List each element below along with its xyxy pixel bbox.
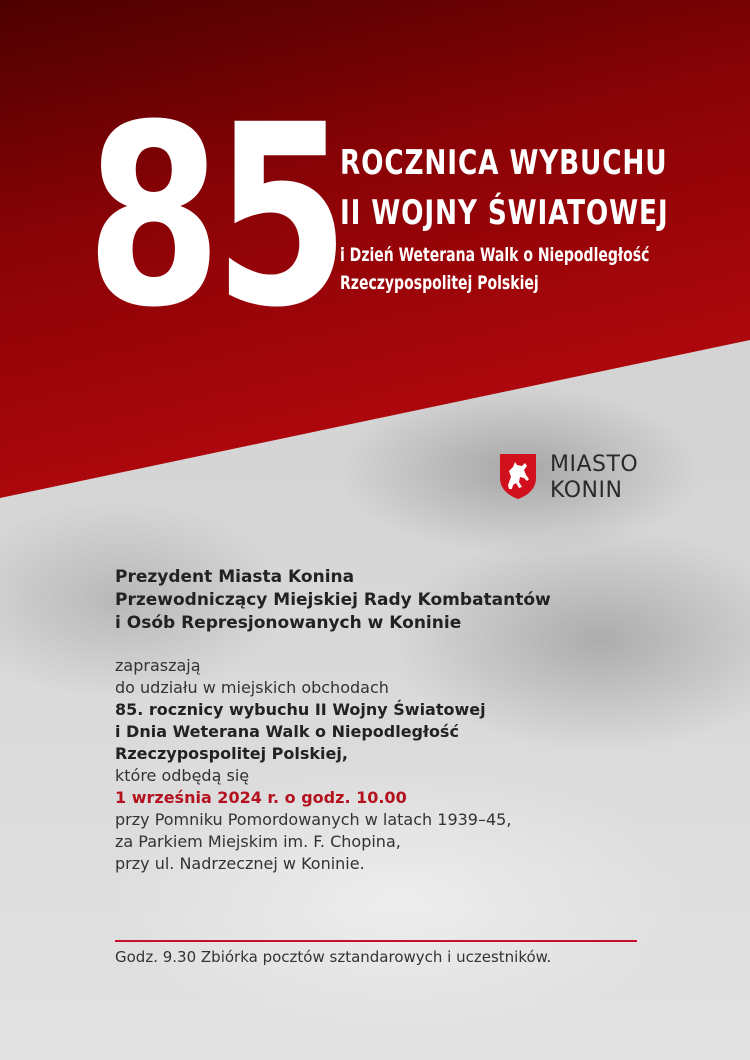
event-name-line: i Dnia Weterana Walk o Niepodległość — [115, 722, 459, 741]
event-name-line: Rzeczypospolitej Polskiej, — [115, 744, 348, 763]
subtitle-line-2: Rzeczypospolitej Polskiej — [340, 272, 539, 294]
connector-text: które odbędą się — [115, 766, 250, 785]
header — [0, 0, 750, 362]
organizer-line: Prezydent Miasta Konina — [115, 567, 355, 587]
divider — [115, 940, 637, 942]
location-line: za Parkiem Miejskim im. F. Chopina, — [115, 832, 401, 851]
invitation-lead-line: do udziału w miejskich obchodach — [115, 678, 389, 697]
organizer-line: i Osób Represjonowanych w Koninie — [115, 613, 462, 633]
organizer-line: Przewodniczący Miejskiej Rady Kombatantów — [115, 590, 551, 610]
city-logo — [498, 452, 648, 508]
invitation-lead-line: zapraszają — [115, 656, 201, 675]
title-line-2: II WOJNY ŚWIATOWEJ — [340, 193, 669, 233]
invitation-body — [115, 566, 675, 875]
location-line: przy Pomniku Pomordowanych w latach 1939–45, — [115, 810, 512, 829]
logo-text-line-1: MIASTO — [550, 452, 639, 477]
gathering-note: Godz. 9.30 Zbiórka pocztów sztandarowych i uczestników. — [115, 948, 552, 966]
horse-shield-icon — [498, 452, 538, 500]
title-line-1: ROCZNICA WYBUCHU — [340, 143, 668, 183]
event-name-line: 85. rocznicy wybuchu II Wojny Światowej — [115, 700, 486, 719]
anniversary-number: 85 — [86, 71, 342, 362]
logo-text-line-2: KONIN — [550, 478, 623, 503]
subtitle-line-1: i Dzień Weterana Walk o Niepodległość — [340, 244, 650, 266]
location-line: przy ul. Nadrzecznej w Koninie. — [115, 854, 365, 873]
event-date-time: 1 września 2024 r. o godz. 10.00 — [115, 788, 407, 807]
